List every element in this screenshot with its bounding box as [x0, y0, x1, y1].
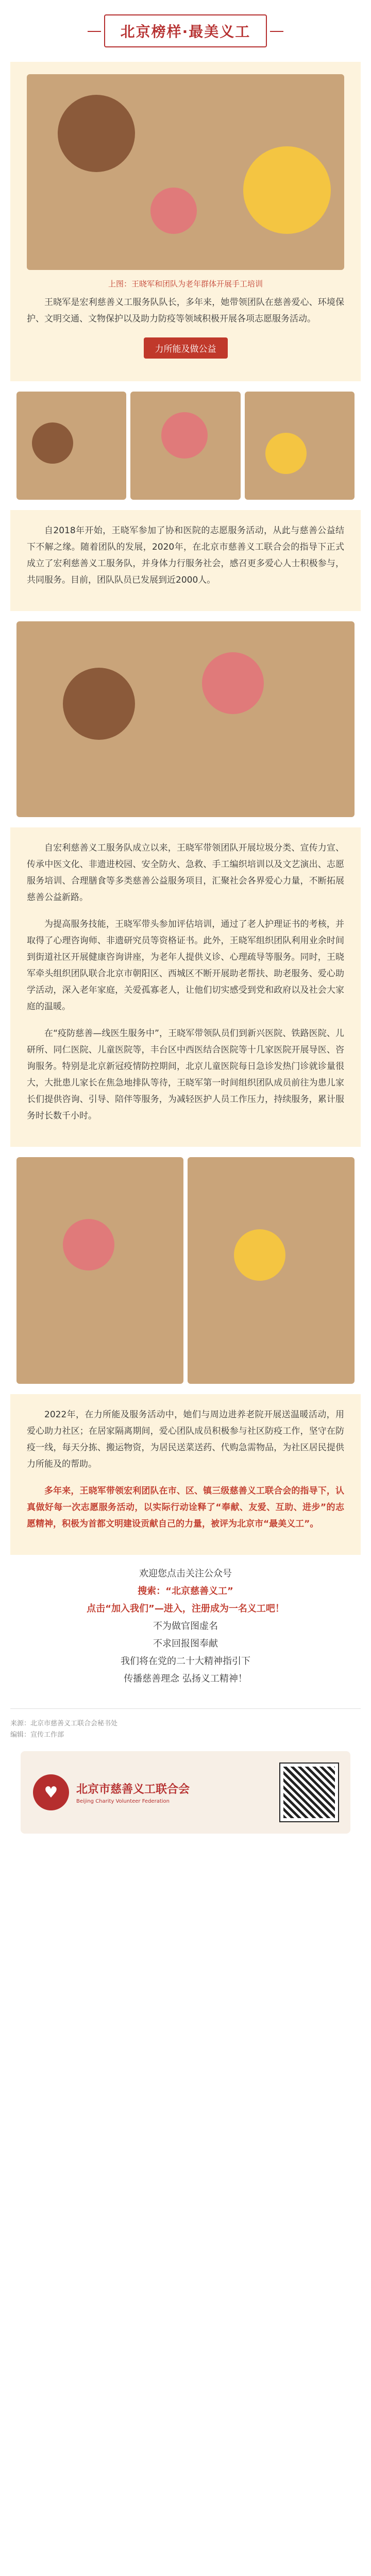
photo-community-1: [16, 1157, 183, 1384]
projects-paragraph-1: 自宏利慈善义工服务队成立以来，王晓军带领团队开展垃圾分类、宣传力宣、传承中医文化、非遗进校园、安全防火、急救、手工编织培训以及文艺演出、志愿服务培训、合理膳食等多类慈善公益服务项目，汇聚社会各界爱心力量，不断拓展慈善公益新路。: [27, 843, 344, 903]
section-heading-label: 力所能及做公益: [144, 337, 228, 359]
section-history: [10, 510, 361, 611]
summary-paragraph: 多年来，王晓军带领宏利团队在市、区、镇三级慈善义工联合会的指导下，认真做好每一次志愿服务活动，以实际行动诠释了“奉献、友爱、互助、进步”的志愿精神，积极为首都文明建设贡献自己的力量，被评为北京市“最美义工”。: [27, 1486, 344, 1529]
org-banner: [21, 1751, 350, 1834]
paragraph-2022: 2022年，在力所能及服务活动中，她们与周边进养老院开展送温暖活动，用爱心助力社区；在居家隔离期间，爱心团队成员积极参与社区防疫工作，坚守在防疫一线，每天分拣、搬运物资，为居民送菜送药、代购急需物品，为社区居民提供力所能及的帮助。: [27, 1410, 344, 1469]
closing-line-4: 不为做官图虚名: [153, 1621, 218, 1632]
photo-pair: [16, 1157, 355, 1384]
photo-activity-1: [16, 392, 126, 500]
qr-code-icon[interactable]: [280, 1764, 338, 1821]
closing-line-2: 搜索：“北京慈善义工”: [138, 1586, 233, 1597]
photo-strip: [16, 392, 355, 500]
closing-line-7: 传播慈善理念 弘扬义工精神！: [124, 1673, 247, 1684]
photo-community-2: [188, 1157, 355, 1384]
closing-line-5: 不求回报图奉献: [153, 1638, 218, 1649]
photo-caption: 上图：王晓军和团队为老年群体开展手工培训: [108, 279, 263, 289]
footer-editor: 编辑：宣传工作部: [10, 1731, 64, 1739]
footer-source: 来源：北京市慈善义工联合会秘书处: [10, 1720, 118, 1727]
section-heading: [27, 337, 344, 359]
photo-activity-2: [130, 392, 240, 500]
org-logo-group: [33, 1774, 190, 1810]
photo-handcraft-training: [27, 74, 344, 270]
closing-line-6: 我们将在党的二十大精神指引下: [121, 1656, 250, 1667]
closing-line-3: 点击“加入我们”—进入，注册成为一名义工吧！: [87, 1603, 284, 1614]
closing-block: [0, 1565, 371, 1688]
projects-paragraph-2: 为提高服务技能，王晓军带头参加评估培训，通过了老人护理证书的考核，并取得了心理咨询师、非遗研究员等资格证书。此外，王晓军组织团队利用业余时间到街道社区开展健康咨询讲座，为老年人提供义诊、心理疏导等服务。同时，王晓军牵头组织团队联合北京市朝阳区、西城区不断开展助老帮扶、助老服务、爱心助学活动，深入老年家庭，关爱孤寡老人，让他们切实感受到党和政府以及社会大家庭的温暖。: [27, 919, 344, 1012]
history-paragraph: 自2018年开始，王晓军参加了协和医院的志愿服务活动，从此与慈善公益结下不解之缘。随着团队的发展，2020年，在北京市慈善义工联合会的指导下正式成立了宏利慈善义工服务队，并身体力行服务社会，感召更多爱心人士积极参与，共同服务。目前，团队队员已发展到近2000人。: [27, 526, 344, 585]
closing-line-1: 欢迎您点击关注公众号: [139, 1568, 232, 1579]
projects-paragraph-3: 在“疫防慈善—线医生服务中”，王晓军带领队员们到新兴医院、铁路医院、儿研所、同仁医院、儿童医院等，丰台区中西医结合医院等十几家医院开展导医、咨询服务。特别是北京新冠疫情防控期间，北京儿童医院每日急诊发热门诊就诊量很大，大批患儿家长在焦急地排队等待，王晓军第一时间组织团队成员前往为患儿家长们提供咨询、引导、陪伴等服务，为减轻医护人员工作压力，持续服务，累计服务时长数千小时。: [27, 1028, 344, 1121]
org-seal-icon: ♥: [33, 1774, 69, 1810]
intro-paragraph: 王晓军是宏利慈善义工服务队队长，多年来，她带领团队在慈善爱心、环境保护、文明交通、文物保护以及助力防疫等领域积极开展各项志愿服务活动。: [27, 297, 344, 324]
section-2022: [10, 1394, 361, 1555]
footer: [10, 1708, 361, 1741]
org-name-en: Beijing Charity Volunteer Federation: [76, 1799, 170, 1804]
section-intro: [10, 62, 361, 381]
photo-activity-3: [245, 392, 355, 500]
photo-hospital-service: [16, 621, 355, 817]
section-projects: [10, 827, 361, 1147]
page-title: 北京榜样·最美义工: [120, 23, 251, 40]
title-frame: [104, 14, 267, 47]
header: [0, 0, 371, 62]
org-name: 北京市慈善义工联合会: [76, 1783, 190, 1796]
